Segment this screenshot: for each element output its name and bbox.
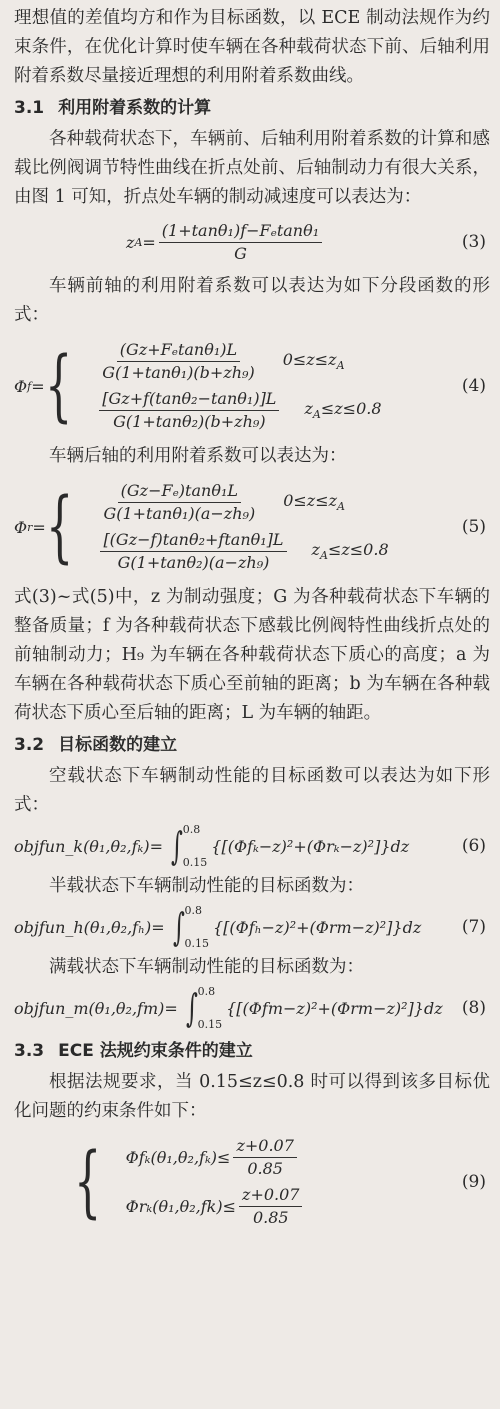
numerator: z+0.07 [239,1184,302,1207]
equation-number: (6) [461,836,486,856]
integrand: {[(Φfₖ−z)²+(Φrₖ−z)²]}dz [211,836,410,856]
piecewise-cases [96,339,381,433]
eq-lhs: Φ [14,517,28,537]
condition: $0\le z\le z_A$ [283,491,345,514]
eq-lhs: objfun_h(θ₁,θ₂,fₕ)= [14,917,165,937]
eq-lhs: z [126,232,135,252]
upper-limit: 0.8 [197,985,216,998]
eq-lhs: Φ [14,376,28,396]
section-3-2-heading [14,730,490,760]
paragraph: 车辆后轴的利用附着系数可以表达为： [49,446,347,466]
numerator: (Gz−Fₑ)tanθ₁L [118,480,241,503]
eq-lhs: objfun_m(θ₁,θ₂,fm)= [14,998,178,1018]
numerator: (1+tanθ₁)f−Fₑtanθ₁ [159,220,322,243]
section-3-3-heading [14,1036,490,1066]
condition: $z_A\le z\le 0.8$ [304,399,382,422]
eq-lhs-sub: r [27,520,33,534]
condition: $0\le z\le z_A$ [282,350,345,373]
intro-paragraph: 理想值的差值均方和作为目标函数，以 ECE 制动法规作为约束条件，在优化计算时使车辆在各种载荷状态下前、后轴利用附着系数尽量接近理想的利用附着系数曲线。 [14,8,490,86]
upper-limit: 0.8 [184,904,202,917]
integrand: {[(Φfₕ−z)²+(Φrm−z)²]}dz [212,917,422,937]
denominator: G(1+tanθ₁)(b+zh₉) [102,363,255,382]
case-1 [96,339,381,384]
denominator: 0.85 [247,1159,283,1178]
eq-lhs: objfun_k(θ₁,θ₂,fₖ)= [14,836,163,856]
left-brace: { [45,482,74,572]
equation-3: z A = $\frac{\text{(1+tanθ₁)f−Fₑtanθ₁}}{G}$ (3) [126,220,486,263]
paper-page [0,4,500,1409]
integral: ∫ 0.8 0.15 [185,985,223,1031]
equation-number: (7) [461,917,486,937]
equation-number: (5) [461,517,486,537]
section-number: 3.3 [14,1041,45,1061]
constraint-2 [126,1184,306,1229]
equation-5: Φ r = { $\frac{\text{(Gz−Fₑ)tanθ₁L}}{\text{G(1+tanθ₁)(a−zh₉)}}$ $0\le z\le z_A$ $\frac{\text{[(Gz−f)tanθ₂+ftanθ₁]L}}{\text{G(1+tanθ₂)(a−zh₉)}}$ $z_A\le z\le 0.8$ (5) [14,481,486,572]
denominator: 0.85 [252,1208,289,1227]
paragraph: 空载状态下车辆制动性能的目标函数可以表达为如下形式： [14,766,490,815]
denominator: G(1+tanθ₁)(a−zh₉) [103,504,256,523]
eq-lhs-sub: A [134,235,143,249]
case-1 [97,480,388,525]
numerator: [(Gz−f)tanθ₂+ftanθ₁]L [100,529,286,552]
equation-number: (3) [461,232,486,252]
paragraph: 满载状态下车辆制动性能的目标函数为： [49,957,364,977]
piecewise-cases [97,480,388,574]
paragraph: 各种载荷状态下，车辆前、后轴利用附着系数的计算和感载比例阀调节特性曲线在折点处前、后轴制动力有很大关系，由图 1 可知，折点处车辆的制动减速度可以表达为： [14,129,490,207]
constraint-lhs: Φfₖ(θ₁,θ₂,fₖ)≤ [125,1148,231,1167]
section-title: 目标函数的建立 [58,735,178,755]
numerator: (Gz+Fₑtanθ₁)L [117,339,240,362]
equation-7 [14,901,490,953]
equation-number: (8) [461,998,486,1018]
section-number: 3.2 [14,735,45,755]
denominator: G(1+tanθ₂)(b+zh₉) [113,412,266,431]
integrand: {[(Φfm−z)²+(Φrm−z)²]}dz [226,998,443,1018]
integral: ∫ 0.8 0.15 [170,823,208,869]
left-brace: { [44,341,72,431]
denominator: G(1+tanθ₂)(a−zh₉) [117,553,270,572]
constraint-cases [126,1135,306,1229]
integral: ∫ 0.8 0.15 [172,904,209,950]
numerator: [Gz+f(tanθ₂−tanθ₁)]L [99,388,279,411]
constraint-lhs: Φrₖ(θ₁,θ₂,fk)≤ [125,1197,237,1216]
fraction [159,220,322,265]
equation-number: (4) [461,376,486,396]
section-3-1-heading [14,93,490,123]
lower-limit: 0.15 [184,937,209,950]
equation-number: (9) [461,1172,486,1192]
constraint-1 [126,1135,306,1180]
paragraph-definitions: 式(3)~式(5)中，z 为制动强度；G 为各种载荷状态下车辆的整备质量；f 为各种载荷状态下感载比例阀特性曲线折点处的前轴制动力；H₉ 为车辆在各种载荷状态下质心的高度；a 为车辆在各种载荷状态下质心至前轴的距离；b 为车辆在各种载荷状态下质心至后轴的距离；L 为车辆的轴距。 [14,587,490,723]
section-title: 利用附着系数的计算 [58,98,212,118]
case-2 [97,529,388,574]
section-number: 3.1 [14,98,45,118]
equation-9 [14,1126,490,1238]
equation-4: Φ f = { $\frac{\text{(Gz+Fₑtanθ₁)L}}{\text{G(1+tanθ₁)(b+zh₉)}}$ $0\le z\le z_A$ $\frac{\text{[Gz+f(tanθ₂−tanθ₁)]L}}{\text{G(1+tanθ₂)(b+zh₉)}}$ $z_A\le z\le 0.8$ (4) [14,340,486,431]
lower-limit: 0.15 [182,856,208,869]
paragraph: 半载状态下车辆制动性能的目标函数为： [49,876,364,896]
condition: $z_A\le z\le 0.8$ [311,540,389,563]
numerator: z+0.07 [233,1135,296,1158]
denominator: G [234,243,247,263]
equation-6 [14,820,490,872]
case-2 [96,388,381,433]
paragraph: 根据法规要求，当 0.15≤z≤0.8 时可以得到该多目标优化问题的约束条件如下： [14,1072,490,1121]
lower-limit: 0.15 [197,1018,223,1031]
upper-limit: 0.8 [182,823,201,836]
eq-lhs-sub: f [27,379,32,393]
section-title: ECE 法规约束条件的建立 [58,1041,253,1061]
left-brace: { [74,1137,102,1227]
equation-8 [14,982,490,1034]
paragraph: 车辆前轴的利用附着系数可以表达为如下分段函数的形式： [14,276,490,325]
